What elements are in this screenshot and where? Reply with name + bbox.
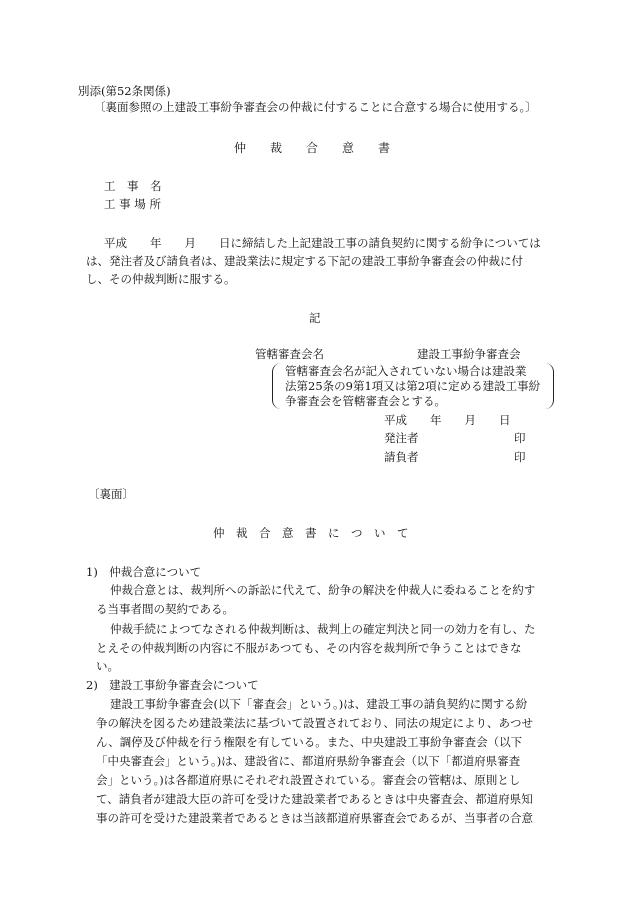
section-2-heading: 2) 建設工事紛争審査会について xyxy=(86,678,259,692)
council-note-line-1: 管轄審査会名が記入されていない場合は建設業 xyxy=(285,364,527,378)
orderer-seal: 印 xyxy=(514,431,526,445)
annex-label: 別添(第52条関係) xyxy=(78,84,171,98)
section-2-line-1: 建設工事紛争審査会(以下「審査会」という。)は、建設工事の請負契約に関する紛 xyxy=(110,697,528,711)
body-line-1: 平成 年 月 日に締結した上記建設工事の請負契約に関する紛争については xyxy=(104,236,541,250)
work-site-label: 工 事 場 所 xyxy=(104,197,161,211)
contractor-seal: 印 xyxy=(514,450,526,464)
section-1-line-3: 仲裁手続によつてなされる仲裁判断は、裁判上の確定判決と同一の効力を有し、た xyxy=(110,622,536,636)
orderer-label: 発注者 xyxy=(384,431,419,445)
date-line: 平成 年 月 日 xyxy=(384,413,511,427)
section-2-line-6: て、請負者が建設大臣の許可を受けた建設業者であるときは中央審査会、都道府県知 xyxy=(96,792,533,806)
back-label: 〔裏面〕 xyxy=(88,487,134,501)
section-2-line-3: ん、調停及び仲裁を行う権限を有している。また、中央建設工事紛争審査会（以下 xyxy=(96,735,523,749)
section-1-line-4: とえその仲裁判断の内容に不服があつても、その内容を裁判所で争うことはできな xyxy=(96,641,522,655)
agreement-title: 仲 裁 合 意 書 xyxy=(234,141,391,155)
section-2-line-4: 「中央審査会」という。)は、建設省に、都道府県紛争審査会（以下「都道府県審査 xyxy=(96,754,521,768)
back-title: 仲 裁 合 意 書 に つ い て xyxy=(213,526,409,540)
ki-mark: 記 xyxy=(309,311,321,325)
section-1-heading: 1) 仲裁合意について xyxy=(86,565,202,579)
section-1-line-1: 仲裁合意とは、裁判所への訴訟に代えて、紛争の解決を仲裁人に委ねることを約す xyxy=(110,583,536,597)
body-line-3: し、その仲裁判断に服する。 xyxy=(86,272,236,286)
council-note-line-3: 争審査会を管轄審査会とする。 xyxy=(285,394,446,408)
section-1-line-5: い。 xyxy=(96,659,119,673)
section-2-line-7: 事の許可を受けた建設業者であるときは当該都道府県審査会であるが、当事者の合意 xyxy=(96,811,533,825)
section-1-line-2: る当事者間の契約である。 xyxy=(96,602,234,616)
body-line-2: は、発注者及び請負者は、建設業法に規定する下記の建設工事紛争審査会の仲裁に付 xyxy=(86,254,523,268)
council-note-line-2: 法第25条の9第1項又は第2項に定める建設工事紛 xyxy=(285,379,541,393)
section-2-line-2: 争の解決を図るため建設業法に基づいて設置されており、同法の規定により、あつせ xyxy=(96,716,533,730)
contractor-label: 請負者 xyxy=(384,450,419,464)
council-value: 建設工事紛争審査会 xyxy=(417,347,521,361)
work-name-label: 工 事 名 xyxy=(104,179,162,193)
section-2-line-5: 会」という。)は各都道府県にそれぞれ設置されている。審査会の管轄は、原則とし xyxy=(96,773,521,787)
usage-note: 〔裏面参照の上建設工事紛争審査会の仲裁に付することに合意する場合に使用する。〕 xyxy=(94,100,537,114)
council-label: 管轄審査会名 xyxy=(255,347,324,361)
